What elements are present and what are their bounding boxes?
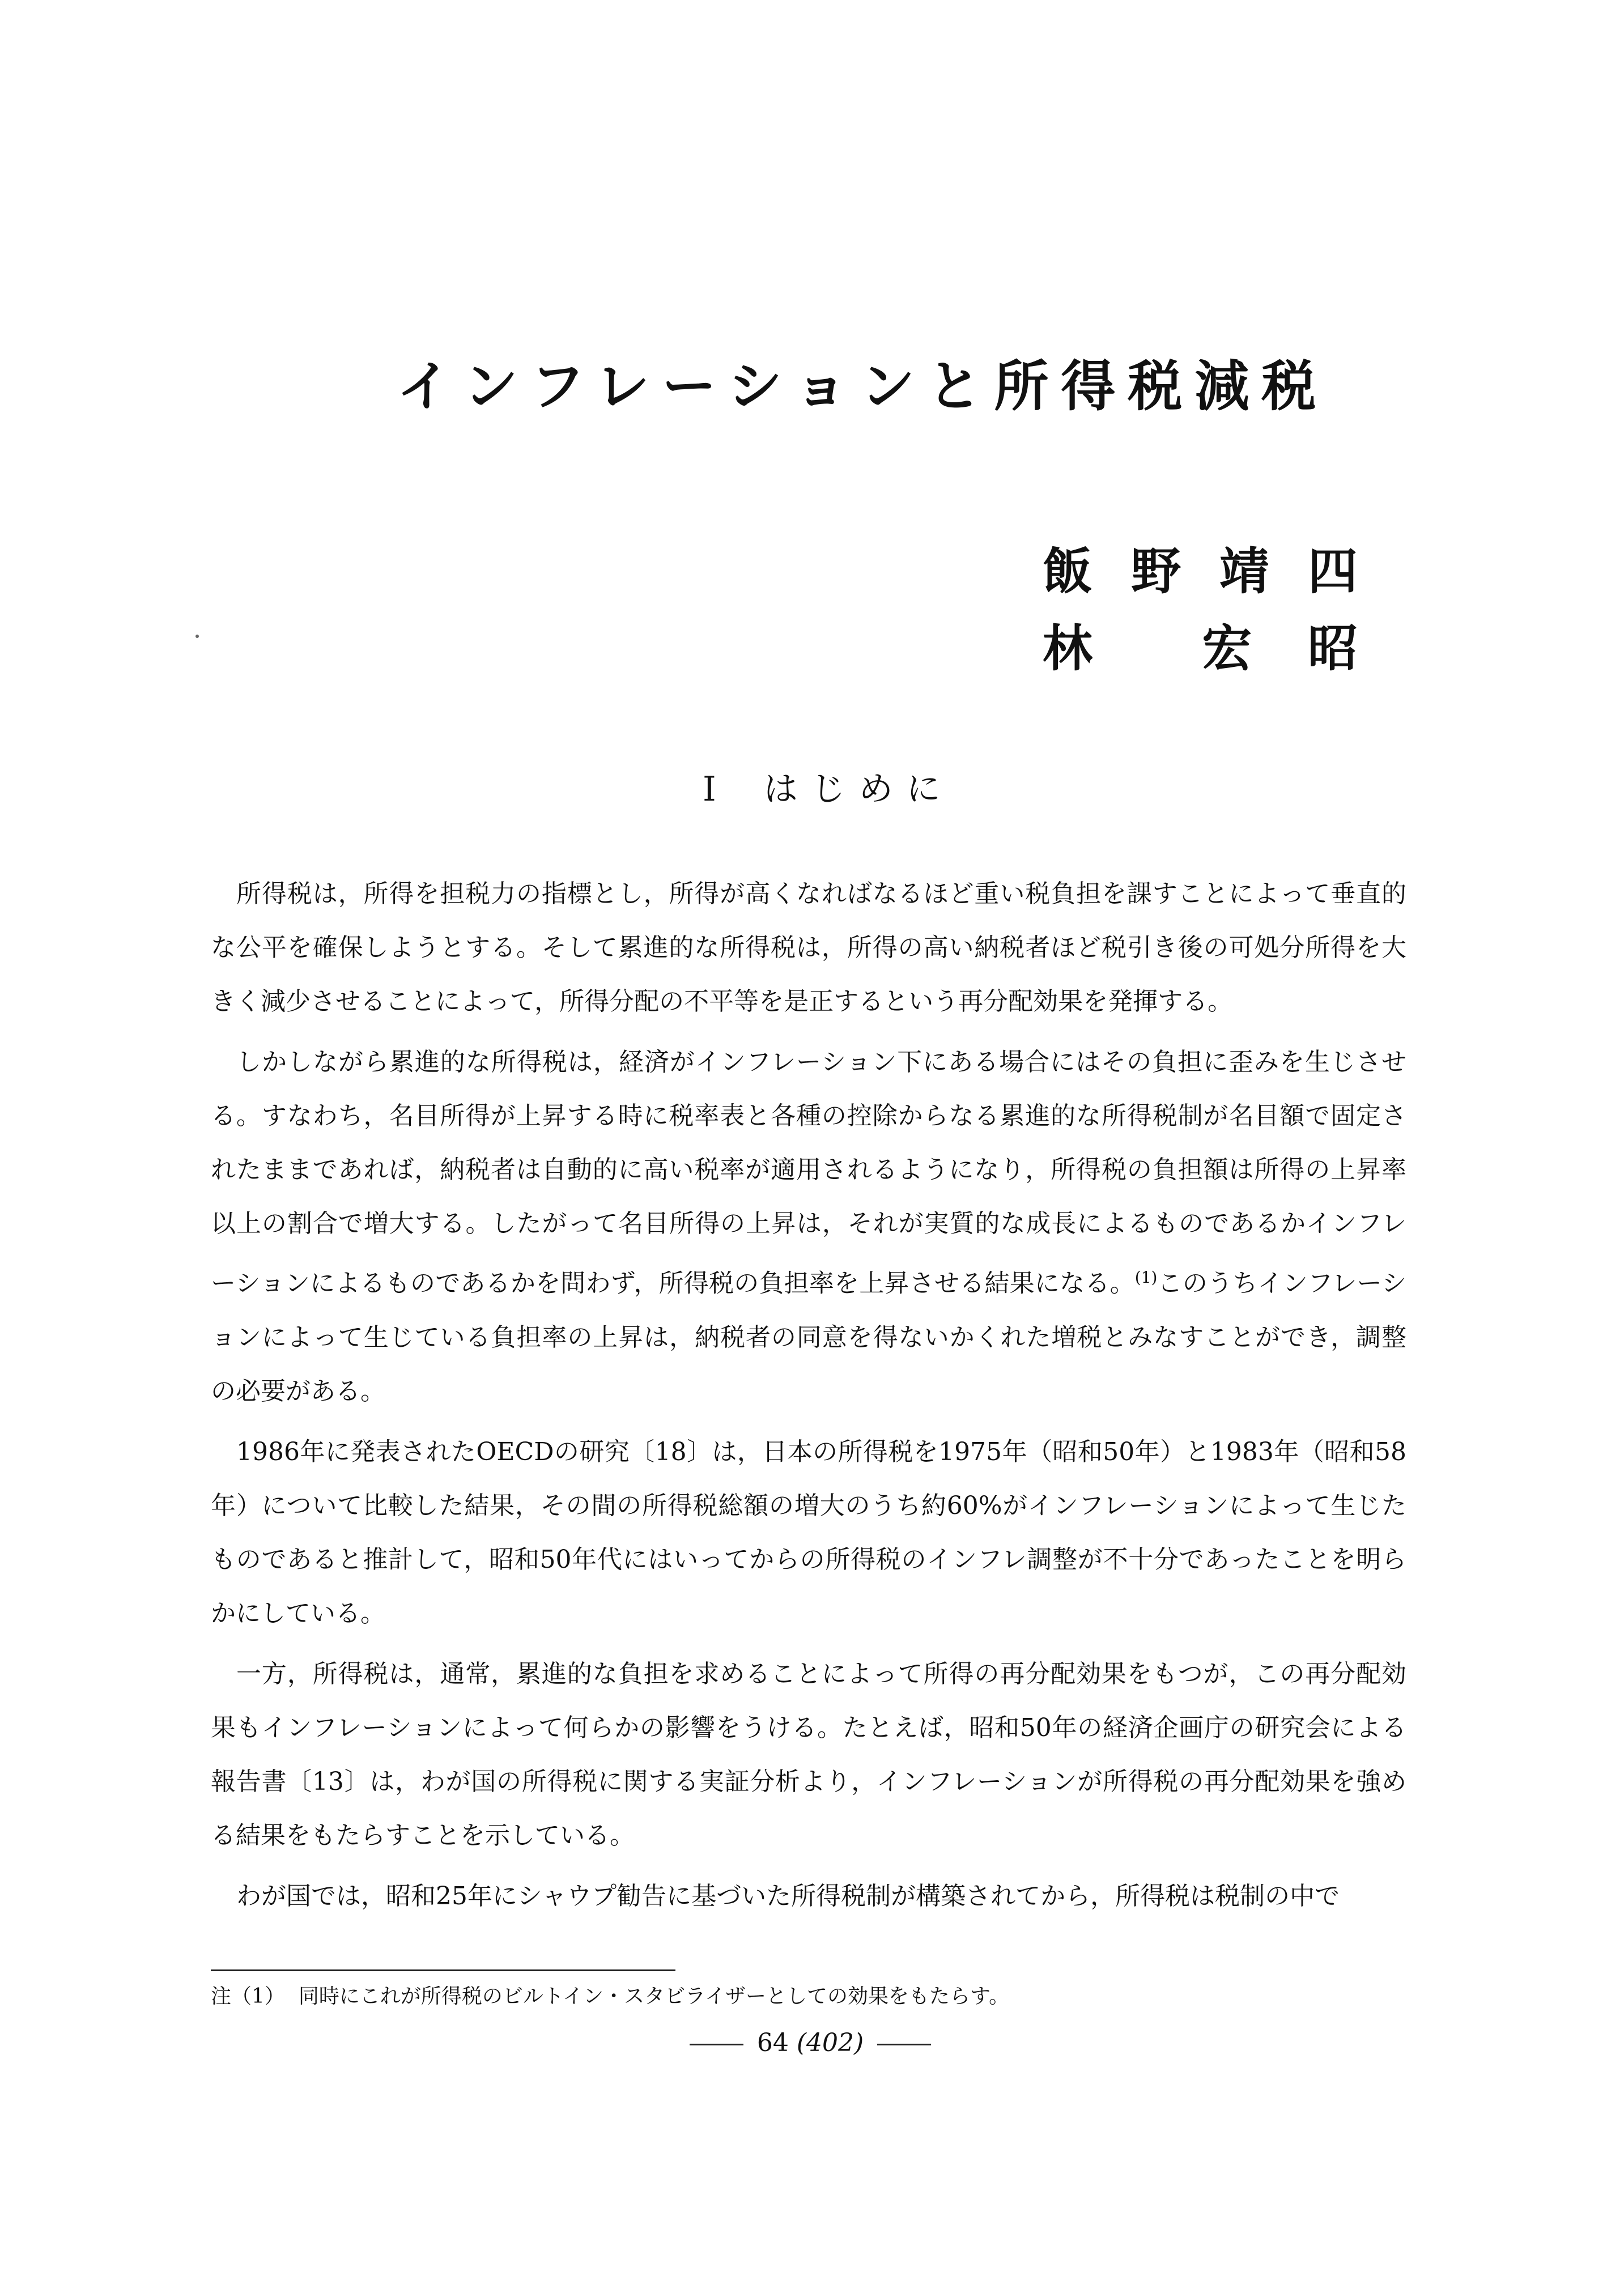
footnote bbox=[211, 1980, 1009, 2009]
paper-title: インフレーションと所得税減税 bbox=[397, 354, 1329, 419]
page-number-original: (402) bbox=[796, 2028, 864, 2057]
page-number-dash-right bbox=[877, 2044, 931, 2045]
author-char: 四 bbox=[1307, 542, 1360, 601]
page-number bbox=[669, 2028, 952, 2057]
footnote-reference: (1) bbox=[1134, 1268, 1158, 1287]
authors-block bbox=[1043, 533, 1360, 687]
section-title: はじめに bbox=[763, 769, 954, 809]
author-char: 昭 bbox=[1307, 619, 1360, 678]
author-hayashi bbox=[1043, 610, 1360, 687]
paragraph-2-continuation: このうちインフレーションによって生じている負担率の上昇は，納税者の同意を得ないかくれた増税とみなすことができ，調整の必要がある。 bbox=[211, 1269, 1407, 1406]
paragraph-3: 1986年に発表されたOECDの研究〔18〕は，日本の所得税を1975年（昭和50年）と1983年（昭和58年）について比較した結果，その間の所得税総額の増大のうち約60%がインフレーションによって生じたものであると推計して，昭和50年代にはいってからの所得税のインフレ調整が不十分であったことを明らかにしている。 bbox=[211, 1437, 1406, 1628]
author-char: 野 bbox=[1130, 542, 1183, 601]
body-text bbox=[211, 867, 1406, 1930]
author-iino bbox=[1043, 533, 1360, 610]
section-number: I bbox=[703, 769, 730, 809]
page-number-dash-left bbox=[690, 2044, 743, 2045]
footnote-divider bbox=[211, 1969, 675, 1971]
author-char: 飯 bbox=[1043, 542, 1095, 601]
paragraph-2 bbox=[211, 1035, 1406, 1418]
scan-speck bbox=[195, 635, 199, 638]
author-char: 靖 bbox=[1219, 542, 1272, 601]
paragraph-1: 所得税は，所得を担税力の指標とし，所得が高くなればなるほど重い税負担を課すことによって垂直的な公平を確保しようとする。そして累進的な所得税は，所得の高い納税者ほど税引き後の可処分所得を大きく減少させることによって，所得分配の不平等を是正するという再分配効果を発揮する。 bbox=[211, 879, 1406, 1016]
paragraph-4: 一方，所得税は，通常，累進的な負担を求めることによって所得の再分配効果をもつが，この再分配効果もインフレーションによって何らかの影響をうける。たとえば，昭和50年の経済企画庁の研究会による報告書〔13〕は，わが国の所得税に関する実証分析より，インフレーションが所得税の再分配効果を強める結果をもたらすことを示している。 bbox=[211, 1659, 1406, 1850]
paragraph-2-text: しかしながら累進的な所得税は，経済がインフレーション下にある場合にはその負担に歪みを生じさせる。すなわち，名目所得が上昇する時に税率表と各種の控除からなる累進的な所得税制が名目額で固定されたままであれば，納税者は自動的に高い税率が適用されるようになり，所得税の負担額は所得の上昇率以上の割合で増大する。したがって名目所得の上昇は，それが実質的な成長によるものであるかインフレーションによるものであるかを問わず，所得税の負担率を上昇させる結果になる。 bbox=[211, 1048, 1406, 1298]
page-number-value: 64 bbox=[756, 2028, 789, 2057]
paragraph-5: わが国では，昭和25年にシャウプ勧告に基づいた所得税制が構築されてから，所得税は税制の中で bbox=[236, 1881, 1340, 1911]
author-char: 林 bbox=[1043, 619, 1095, 678]
section-heading bbox=[703, 762, 954, 811]
footnote-label: 注（1） bbox=[211, 1985, 285, 2008]
author-char: 宏 bbox=[1202, 619, 1255, 678]
footnote-text: 同時にこれが所得税のビルトイン・スタビライザーとしての効果をもたらす。 bbox=[298, 1985, 1010, 2008]
